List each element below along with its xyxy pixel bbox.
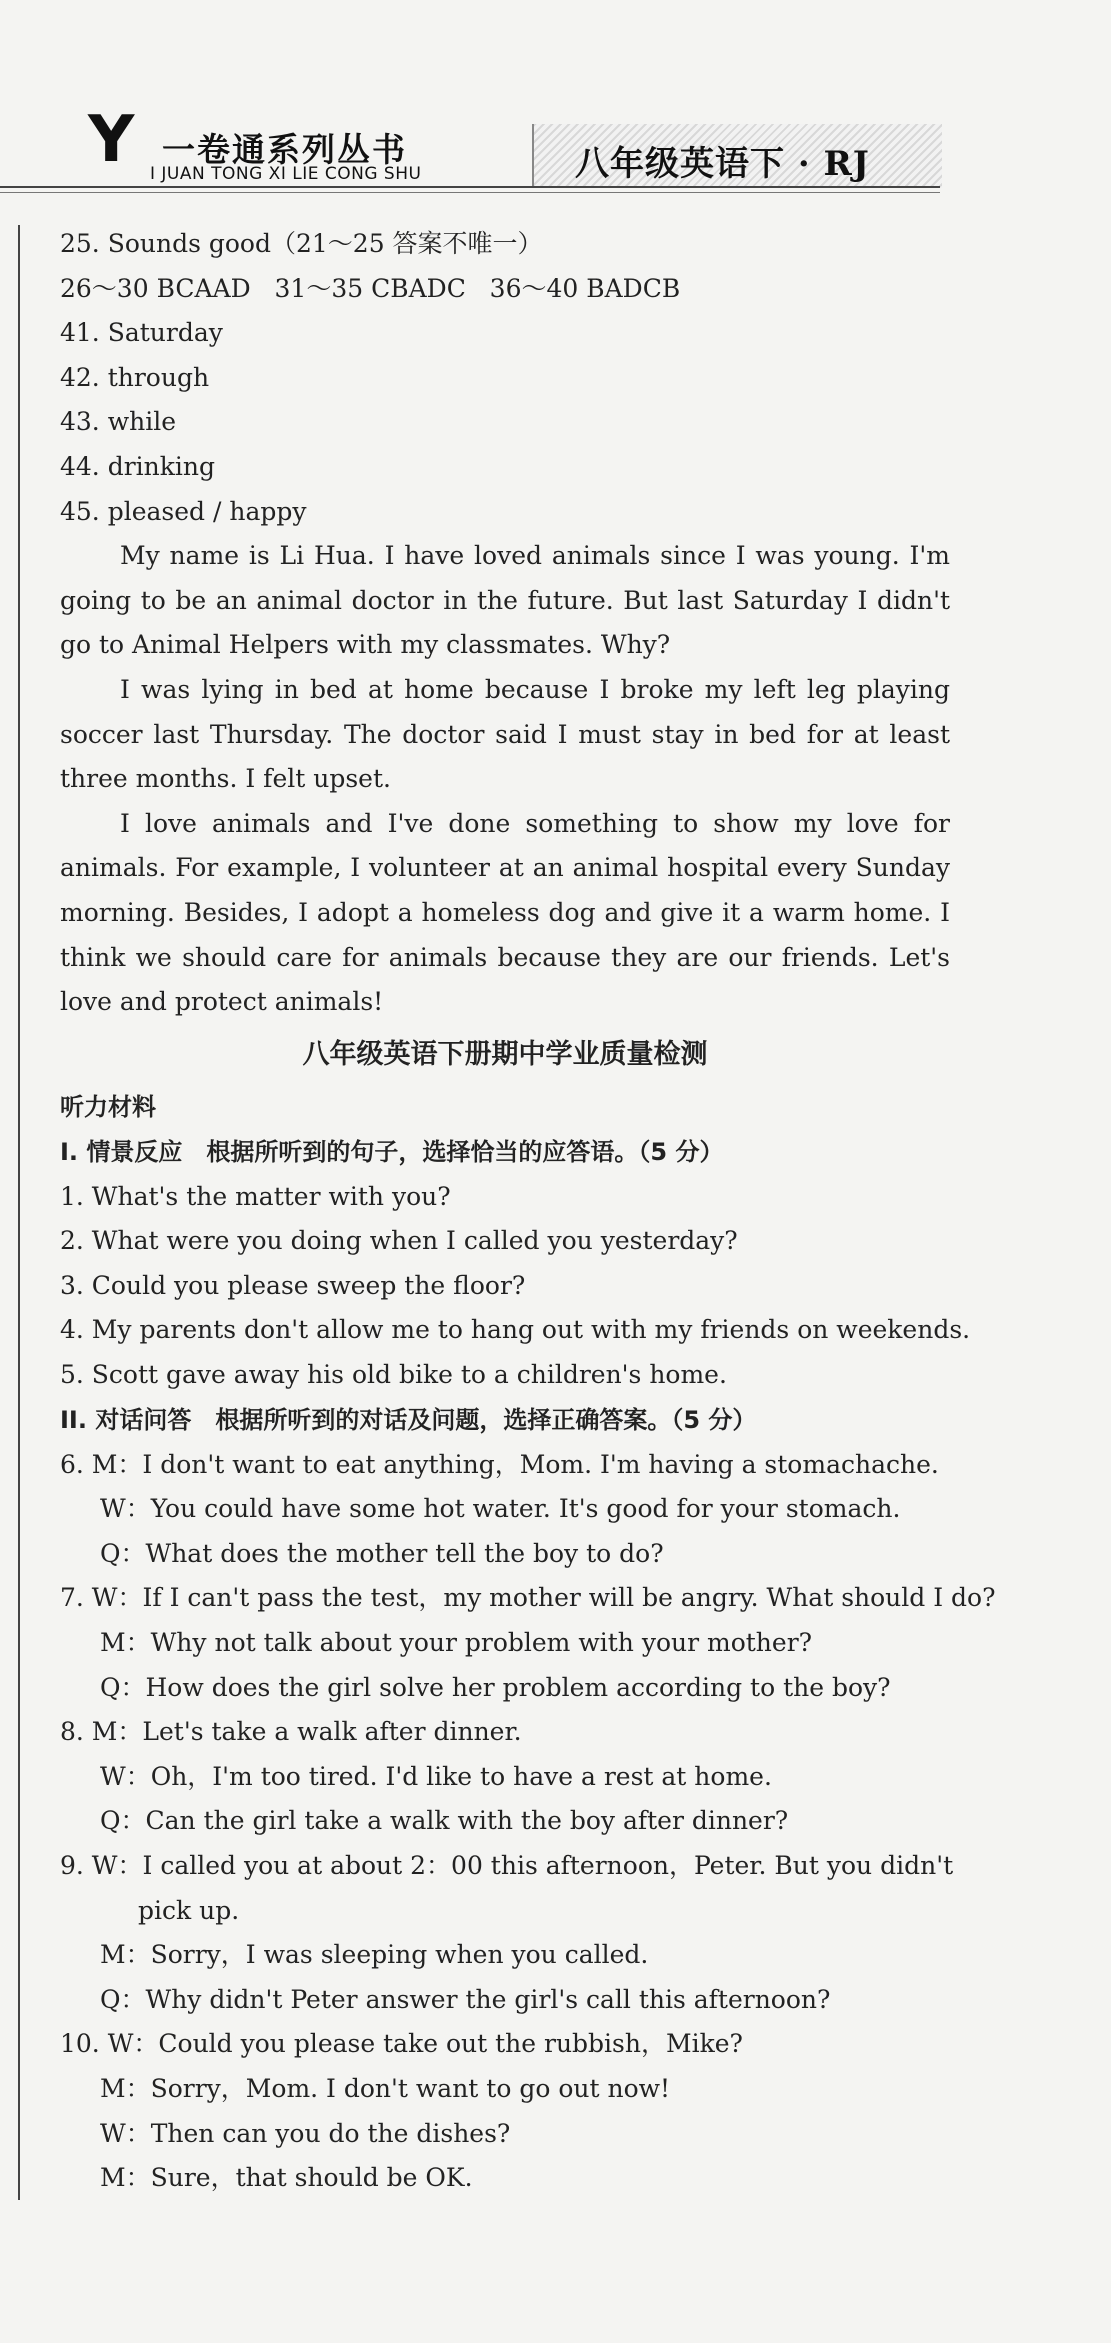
dialog-line: M：Why not talk about your problem with your mother? [100,1628,813,1658]
dialog-line: W：You could have some hot water. It's good for your stomach. [100,1494,901,1524]
listening-label: 听力材料 [60,1092,156,1121]
essay-paragraph: I was lying in bed at home because I broke my left leg playing soccer last Thursday. The doctor said I must stay in bed for at least three months. I felt upset. [60,674,950,794]
dialog-line: pick up. [138,1895,240,1925]
dialog-line: 10. W：Could you please take out the rubbish，Mike? [60,2029,743,2059]
part2-title: II. 对话问答 根据所听到的对话及问题，选择正确答案。（5 分） [60,1405,757,1434]
listening-item: 4. My parents don't allow me to hang out with my friends on weekends. [60,1315,971,1345]
answer-line: 42. through [60,362,210,392]
exam-title: 八年级英语下册期中学业质量检测 [302,1038,708,1070]
dialog-line: Q：Can the girl take a walk with the boy after dinner? [100,1806,789,1836]
page-content [60,222,996,2201]
essay-paragraph: I love animals and I've done something to show my love for animals. For example, I volunteer at an animal hospital every Sunday morning. Besides, I adopt a homeless dog and give it a warm home. I think we should care for animals because they are our friends. Let's love and protect animals! [60,808,950,1017]
listening-item: 5. Scott gave away his old bike to a children's home. [60,1360,727,1390]
series-logo-letter: Y [88,103,135,177]
answer-line: 43. while [60,407,176,437]
dialog-line: M：Sorry，I was sleeping when you called. [100,1940,649,1970]
answer-line: 41. Saturday [60,318,223,348]
dialog-line: 6. M：I don't want to eat anything，Mom. I'm having a stomachache. [60,1449,939,1479]
dialog-line: Q：Why didn't Peter answer the girl's call this afternoon? [100,1984,831,2014]
answer-line: 26～30 BCAAD 31～35 CBADC 36～40 BADCB [60,273,681,303]
margin-line [18,225,20,2200]
dialog-line: 8. M：Let's take a walk after dinner. [60,1717,522,1747]
dialog-line: M：Sorry，Mom. I don't want to go out now! [100,2073,671,2103]
dialog-line: 9. W：I called you at about 2：00 this afternoon，Peter. But you didn't [60,1851,954,1880]
answer-line: 45. pleased / happy [60,496,307,526]
dialog-line: Q：What does the mother tell the boy to do? [100,1538,664,1568]
listening-item: 3. Could you please sweep the floor? [60,1270,526,1300]
header-rule [0,186,940,188]
dialog-line: Q：How does the girl solve her problem according to the boy? [100,1672,891,1702]
essay-paragraph: My name is Li Hua. I have loved animals since I was young. I'm going to be an animal doctor in the future. But last Saturday I didn't go to Animal Helpers with my classmates. Why? [60,541,950,660]
header-rule-thin [0,192,940,193]
answer-line: 44. drinking [60,451,216,481]
dialog-line: W：Then can you do the dishes? [100,2118,511,2148]
grade-label: 八年级英语下 · RJ [575,144,870,184]
listening-item: 1. What's the matter with you? [60,1181,451,1211]
dialog-line: M：Sure，that should be OK. [100,2163,473,2193]
listening-item: 2. What were you doing when I called you yesterday? [60,1226,738,1256]
dialog-line: W：Oh，I'm too tired. I'd like to have a rest at home. [100,1761,772,1791]
series-title-cn: 一卷通系列丛书 [162,130,407,169]
series-title-en: I JUAN TONG XI LIE CONG SHU [150,164,422,184]
answer-line: 25. Sounds good（21～25 答案不唯一） [60,229,543,258]
part1-title: I. 情景反应 根据所听到的句子，选择恰当的应答语。（5 分） [60,1137,724,1166]
page-header [0,0,1111,200]
dialog-line: 7. W：If I can't pass the test，my mother will be angry. What should I do? [60,1583,996,1613]
